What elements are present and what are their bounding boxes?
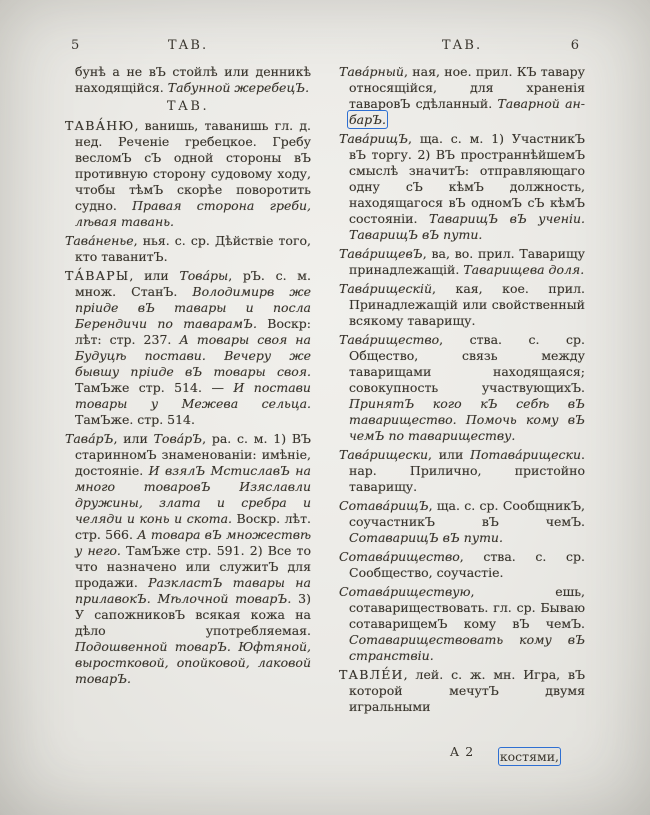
entry-text: Тава́рЪ — [65, 431, 114, 446]
header-right — [339, 38, 585, 53]
right-column — [339, 64, 585, 718]
entry-text: ТамЪже стр. 591. 2) Все то что назначено или служитЪ для продажи. — [75, 543, 312, 590]
entry-text: Тава́рищевЪ — [339, 246, 423, 261]
signature-mark: А 2 — [449, 744, 475, 759]
dictionary-entry — [339, 281, 585, 329]
entry-text: Тава́рищЪ — [339, 131, 409, 146]
entry-text: Тава́ненье — [65, 233, 134, 248]
headword: ТА́ВАРЫ — [65, 268, 130, 283]
entry-text: , ра. с. м. 1) ВЪ старинномЪ знаменованіи: имѣніе, достояніе. — [75, 431, 311, 478]
header-left — [65, 38, 311, 53]
entry-text: , кая, кое. прил. Принадлежащій или свойственный всякому таварищу. — [349, 281, 585, 328]
entry-text: , ща. с. ср. СообщникЪ, соучастникЪ вЪ чемЪ. — [349, 498, 585, 529]
entry-text: , ва, во. прил. Таварищу принадлежащій. — [349, 246, 585, 277]
entry-text: Сотава́рищество — [339, 549, 460, 564]
entry-text: , нья. с. ср. Дѣйствіе того, кто таванитЪ. — [75, 233, 311, 264]
entry-text: РазкластЪ тавары на прилавокЪ. Мѣлочной товарЪ. — [75, 575, 311, 606]
entry-text: Воскр: лѣт: стр. 237. — [75, 316, 311, 347]
dictionary-entry — [339, 584, 585, 664]
entry-text: Това́рЪ — [153, 431, 203, 446]
dictionary-entry — [339, 131, 585, 243]
entry-text: А товары своя на Будуцѣ постави. Вечеру же бывшу пріиде вЪ товары своя. — [75, 332, 311, 379]
entry-text: , или — [113, 431, 154, 446]
entry-text: Сотава́рищЪ — [339, 498, 429, 513]
entry-text: 3) У сапожниковЪ всякая кожа на дѣло употребляемая. — [75, 591, 311, 638]
dictionary-entry — [339, 447, 585, 495]
entry-text: И постави товары у Межева сельца. — [75, 380, 311, 411]
entry-text: Тава́рищескій — [339, 281, 432, 296]
dictionary-entry — [339, 498, 585, 546]
entry-text: . нар. Прилично, пристойно таварищу. — [349, 447, 585, 494]
entry-text: Тава́рный — [339, 64, 404, 79]
dictionary-entry — [65, 431, 311, 687]
running-title-right: ТАВ. — [441, 38, 483, 53]
entry-text: , ванишь, таванишь гл. д. нед. Реченіе гребецкое. Гребу весломЪ сЪ одной стороны вЪ противную сторону судовому ходу, чтобы тѣмЪ скорѣе поворотить судно. — [75, 118, 311, 213]
dictionary-entry — [339, 64, 585, 128]
entry-text: , или — [428, 447, 471, 462]
entry-text: Това́ры — [179, 268, 229, 283]
entry-text: СотаварищЪ вЪ пути. — [349, 530, 503, 545]
entry-text: , ща. с. м. 1) УчастникЪ вЪ торгу. 2) ВЪ пространнѣйшемЪ смыслѣ значитЪ: отправляющаго одну сЪ кѣмЪ должность, находящагося вЪ одномЪ сЪ кѣмЪ состояніи. — [349, 131, 585, 226]
entry-text: Сотавариществовать кому вЪ странствіи. — [349, 632, 585, 663]
page-footer — [339, 744, 585, 766]
entry-text: ТамЪже стр. 514. — — [75, 380, 234, 395]
entry-text: Воскр. лѣт. стр. 566. — [75, 511, 311, 542]
entry-text: Таварной ан- — [497, 96, 585, 111]
entry-text: Тава́рищество — [339, 332, 440, 347]
entry-text: Володимирв же пріиде вЪ тавары и посла Берендичи по таварамЪ. — [75, 284, 311, 331]
entry-text: , ства. с. ср. Сообщество, соучастіе. — [349, 549, 585, 580]
entry-text: , ешь, сотавариществовать. гл. ср. Бываю сотаварищемЪ кому вЪ чемЪ. — [349, 584, 585, 631]
left-column — [65, 64, 311, 690]
entry-text: Тава́рищески — [339, 447, 428, 462]
page-number-right: 6 — [570, 38, 579, 53]
entry-text: , лей. с. ж. мн. Игра, вЪ которой мечутЪ двумя игральными — [349, 667, 585, 714]
dictionary-entry — [339, 332, 585, 444]
dictionary-entry — [339, 667, 585, 715]
entry-text: ТаварищЪ вЪ ученіи. ТаварищЪ вЪ пути. — [349, 211, 585, 242]
dictionary-entry — [339, 549, 585, 581]
entry-text: ТамЪже. стр. 514. — [75, 412, 195, 427]
dictionary-entry — [65, 118, 311, 230]
entry-text: Потава́рищески — [470, 447, 582, 462]
dictionary-entry — [339, 246, 585, 278]
entry-text: А товара вЪ множествѣ у него. — [75, 527, 311, 558]
page-number-left: 5 — [71, 38, 80, 53]
entry-text: ПринятЪ кого кЪ себѣ вЪ таварищество. Помочь кому вЪ чемЪ по тавариществу. — [349, 396, 585, 443]
section-heading: ТАВ. — [166, 99, 210, 114]
entry-text: Табунной жеребецЪ. — [167, 80, 310, 95]
entry-text: Сотава́риществую — [339, 584, 471, 599]
entry-text: бунѣ а не вЪ стойлѣ или денникѣ находящійся. — [75, 64, 311, 95]
entry-text: И взялЪ МстиславЪ на много товаровЪ Изяславли дружины, злата и сребра и челяди и конь и скота. — [75, 463, 311, 526]
dictionary-entry — [65, 268, 311, 428]
entry-text: Подошвенной товарЪ. Юфтяной, выростковой, опойковой, лаковой товарЪ. — [75, 639, 311, 686]
entry-text: , ства. с. ср. Общество, связь между таварищами находящаяся; совокупность участвующихЪ. — [349, 332, 585, 395]
entry-text: Таварищева доля. — [463, 262, 585, 277]
entry-text: , ная, ное. прил. КЪ тавару относящійся, для храненія таваровЪ сдѣланный. — [349, 64, 585, 111]
entry-text: , рЪ. с. м. множ. СтанЪ. — [75, 268, 311, 299]
catchword[interactable]: костями, — [499, 749, 559, 764]
entry-text: , или — [129, 268, 180, 283]
running-title-left: ТАВ. — [167, 38, 209, 53]
dictionary-entry — [65, 233, 311, 265]
headword: ТАВЛЕ́И — [339, 667, 404, 682]
ocr-word-box[interactable]: барЪ. — [349, 112, 386, 127]
entry-text: Правая сторона греби, лѣвая тавань. — [75, 198, 311, 229]
headword: ТАВА́НЮ — [65, 118, 135, 133]
dictionary-entry — [65, 64, 311, 96]
